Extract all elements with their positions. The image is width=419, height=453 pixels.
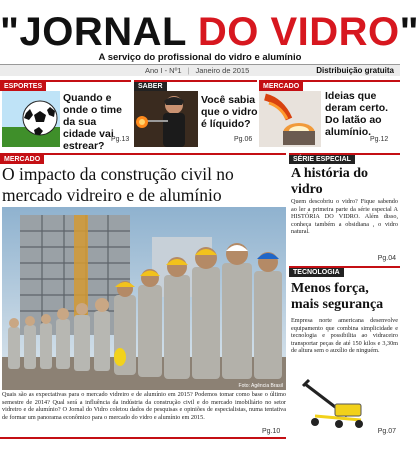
main-story-body: Quais são as expectativas para o mercado vidreiro e de alumínio em 2015? Podemos tomar como base o último semestre de 2014? Qual será a influência da indústria da construção civil e do mercado imobiliário no setor vidreiro e de alumínio? O Jornal do Vidro coletou dados de pesquisas e opiniões de especialistas, numa tentativa de formar um panorama econômico para o mercado do vidro e alumínio em 2015. — [2, 391, 286, 421]
main-headline[interactable]: O impacto da construção civil no mercado vidreiro e de alumínio — [2, 164, 234, 205]
construction-workers-photo — [2, 207, 286, 390]
section-tag: MERCADO — [0, 155, 44, 164]
molten-metal-icon — [259, 91, 321, 147]
distribution-note: Distribuição gratuita — [316, 66, 394, 75]
side-headline: Menos força, mais segurança — [291, 281, 384, 312]
section-tag: SÉRIE ESPECIAL — [289, 155, 355, 164]
edition-number: Ano I - Nº1 — [145, 66, 182, 75]
side-headline: A história do vidro — [291, 166, 369, 197]
side-story-historia[interactable] — [289, 153, 400, 263]
photo-credit: Foto: Agência Brasil — [238, 383, 283, 389]
main-bottom-rule — [0, 437, 286, 439]
teaser-saber[interactable] — [134, 80, 257, 146]
edition-bar — [0, 64, 400, 76]
glass-lifter-icon — [295, 378, 367, 430]
newspaper-title — [0, 10, 419, 54]
page-ref: Pg.07 — [377, 428, 396, 435]
side-body: Empresa norte americana desenvolve equipamento que combina simplicidade e tecnologia e possibilita ao vidraceiro transportar peças de até 150 kilos e 3,30m de altura sem o auxílio de ninguém. — [291, 317, 398, 355]
teaser-text: Você sabia que o vidro é líquido? — [201, 94, 258, 130]
edition-date: Janeiro de 2015 — [195, 66, 250, 75]
main-page-ref: Pg.10 — [262, 428, 281, 435]
section-tag: TECNOLOGIA — [289, 268, 344, 277]
page-ref: Pg.13 — [111, 136, 130, 143]
glassblower-icon — [134, 91, 198, 147]
section-tag: MERCADO — [259, 82, 303, 91]
newspaper-subtitle: A serviço do profissional do vidro e alumínio — [98, 52, 302, 63]
edition-meta: Ano I - Nº1 | Janeiro de 2015 — [145, 66, 250, 75]
page-ref: Pg.06 — [234, 136, 253, 143]
masthead — [0, 0, 419, 76]
main-section-label — [0, 153, 286, 162]
page-ref: Pg.04 — [377, 255, 396, 262]
page-ref: Pg.12 — [370, 136, 389, 143]
side-body: Quem descobriu o vidro? Fique sabendo ao ler a primeira parte da série especial A HISTÓRIA DO VIDRO. Além disso, conheça também a obsidiana , o vidro natural. — [291, 198, 398, 236]
teaser-mercado[interactable] — [259, 80, 400, 146]
section-tag: SABER — [134, 82, 167, 91]
teaser-esportes[interactable] — [0, 80, 131, 152]
section-tag: ESPORTES — [0, 82, 46, 91]
soccer-ball-icon — [2, 91, 60, 147]
title-part-black: "JORNAL — [0, 10, 187, 54]
teaser-text: Quando e onde o time da sua cidade vai estrear? — [63, 92, 122, 152]
side-story-tecnologia[interactable] — [289, 266, 400, 439]
title-part-red: DO VIDRO — [197, 10, 400, 54]
teaser-text: Ideias que deram certo. Do latão ao alumínio. — [325, 90, 389, 138]
title-close-quote: " — [399, 10, 419, 54]
